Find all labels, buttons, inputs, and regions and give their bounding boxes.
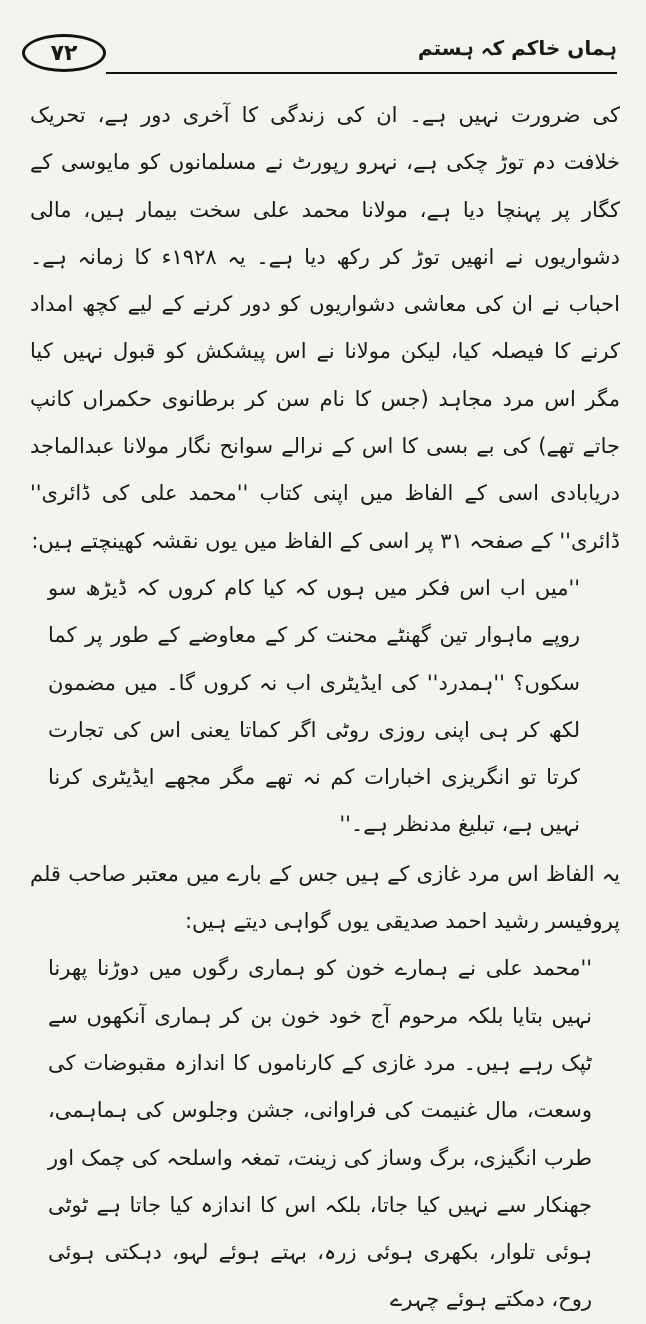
header-rule [106,72,617,74]
page-header [22,28,617,78]
page-number: ۷۲ [22,34,106,72]
paragraph-1: کی ضرورت نہیں ہے۔ ان کی زندگی کا آخری دور ہے، تحریک خلافت دم توڑ چکی ہے، نہرو رپورٹ نے مسلمانوں کو مایوسی کے کگار پر پہنچا دیا ہے، مولانا محمد علی سخت بیمار ہیں، مالی دشواریوں نے انھیں توڑ کر رکھ دیا ہے۔ یہ ۱۹۲۸ء کا زمانہ ہے۔ احباب نے ان کی معاشی دشواریوں کو دور کرنے کے لیے کچھ امداد کرنے کا فیصلہ کیا، لیکن مولانا نے اس پیشکش کو قبول نہیں کیا مگر اس مرد مجاہد (جس کا نام سن کر برطانوی حکمراں کانپ جاتے تھے) کی بے بسی کا اس کے نرالے سوانح نگار مولانا عبدالماجد دریابادی اسی کے الفاظ میں اپنی کتاب ''محمد علی کی ڈائری'' ڈائری'' کے صفحہ ۳۱ پر اسی کے الفاظ میں یوں نقشہ کھینچتے ہیں: [30,103,620,553]
quote-2: ''محمد علی نے ہمارے خون کو ہماری رگوں میں دوڑنا پھرنا نہیں بتایا بلکہ مرحوم آج خود خون بن کر ہماری آنکھوں سے ٹپک رہے ہیں۔ مرد غازی کے کارناموں کا اندازہ مقبوضات کی وسعت، مال غنیمت کی فراوانی، جشن وجلوس کی ہماہمی، طرب انگیزی، برگ وساز کی زینت، تمغہ واسلحہ کی چمک اور جھنکار سے نہیں کیا جاتا، بلکہ اس کا اندازہ کیا جاتا ہے ٹوٹی ہوئی تلوار، بکھری ہوئی زرہ، بہتے ہوئے لہو، دہکتی ہوئی روح، دمکتے ہوئے چہرے [48,956,592,1312]
running-title: ہماں خاکم کہ ہستم [417,36,617,60]
paragraph-2: یہ الفاظ اس مرد غازی کے ہیں جس کے بارے میں معتبر صاحب قلم پروفیسر رشید احمد صدیقی یوں گواہی دیتے ہیں: [30,861,620,934]
body-text [30,92,620,1324]
quote-1: ''میں اب اس فکر میں ہوں کہ کیا کام کروں کہ ڈیڑھ سو روپے ماہوار تین گھنٹے محنت کر کے معاوضے کے طور پر کما سکوں؟ ''ہمدرد'' کی ایڈیٹری اب نہ کروں گا۔ میں مضمون لکھ کر ہی اپنی روزی روٹی اگر کماتا یعنی اس کی تجارت کرتا تو انگریزی اخبارات کم نہ تھے مگر مجھے ایڈیٹری کرنا نہیں ہے، تبلیغ مدنظر ہے۔'' [48,575,580,837]
